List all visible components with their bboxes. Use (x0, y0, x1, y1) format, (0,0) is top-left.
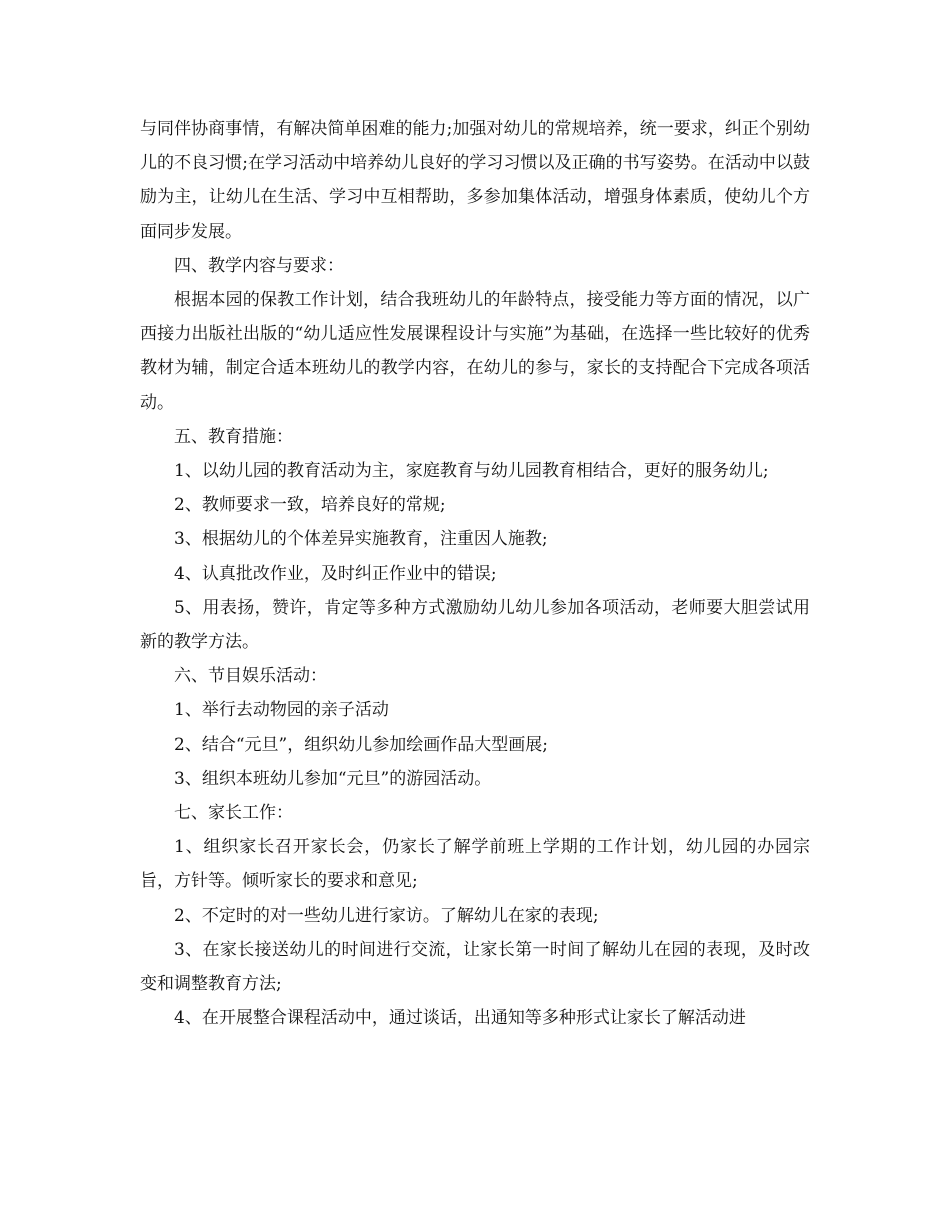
paragraph-continuation: 与同伴协商事情，有解决简单困难的能力;加强对幼儿的常规培养，统一要求，纠正个别幼儿的不良习惯;在学习活动中培养幼儿良好的学习习惯以及正确的书写姿势。在活动中以鼓励为主，让幼儿在生活、学习中互相帮助，多参加集体活动，增强身体素质，使幼儿个方面同步发展。 (140, 119, 810, 242)
list-item-parent-work-1: 1、组织家长召开家长会，仍家长了解学前班上学期的工作计划，幼儿园的办园宗旨，方针等。倾听家长的要求和意见; (140, 837, 810, 892)
paragraph-teaching-content: 根据本园的保教工作计划，结合我班幼儿的年龄特点，接受能力等方面的情况，以广西接力出版社出版的“幼儿适应性发展课程设计与实施”为基础，在选择一些比较好的优秀教材为辅，制定合适本班幼儿的教学内容，在幼儿的参与，家长的支持配合下完成各项活动。 (140, 290, 810, 413)
section-heading-education-measures: 五、教育措施： (174, 426, 293, 447)
list-item-measure-1: 1、以幼儿园的教育活动为主，家庭教育与幼儿园教育相结合，更好的服务幼儿; (174, 461, 769, 482)
section-heading-entertainment: 六、节目娱乐活动： (174, 666, 327, 687)
list-item-entertainment-3: 3、组织本班幼儿参加“元旦”的游园活动。 (174, 768, 492, 789)
section-heading-parent-work: 七、家长工作： (174, 803, 293, 824)
document-body (140, 112, 810, 1035)
list-item-entertainment-2: 2、结合“元旦”，组织幼儿参加绘画作品大型画展; (174, 734, 548, 755)
list-item-entertainment-1: 1、举行去动物园的亲子活动 (174, 700, 389, 721)
list-item-measure-5: 5、用表扬，赞许，肯定等多种方式激励幼儿幼儿参加各项活动，老师要大胆尝试用新的教学方法。 (140, 597, 810, 653)
list-item-parent-work-2: 2、不定时的对一些幼儿进行家访。了解幼儿在家的表现; (174, 905, 599, 926)
list-item-parent-work-3: 3、在家长接送幼儿的时间进行交流，让家长第一时间了解幼儿在园的表现，及时改变和调整教育方法; (140, 939, 810, 995)
section-heading-teaching-content: 四、教学内容与要求： (174, 255, 344, 276)
list-item-measure-3: 3、根据幼儿的个体差异实施教育，注重因人施教; (174, 529, 548, 550)
list-item-parent-work-4: 4、在开展整合课程活动中，通过谈话，出通知等多种形式让家长了解活动进 (174, 1008, 746, 1029)
list-item-measure-2: 2、教师要求一致，培养良好的常规; (174, 495, 446, 516)
list-item-measure-4: 4、认真批改作业，及时纠正作业中的错误; (174, 563, 497, 584)
